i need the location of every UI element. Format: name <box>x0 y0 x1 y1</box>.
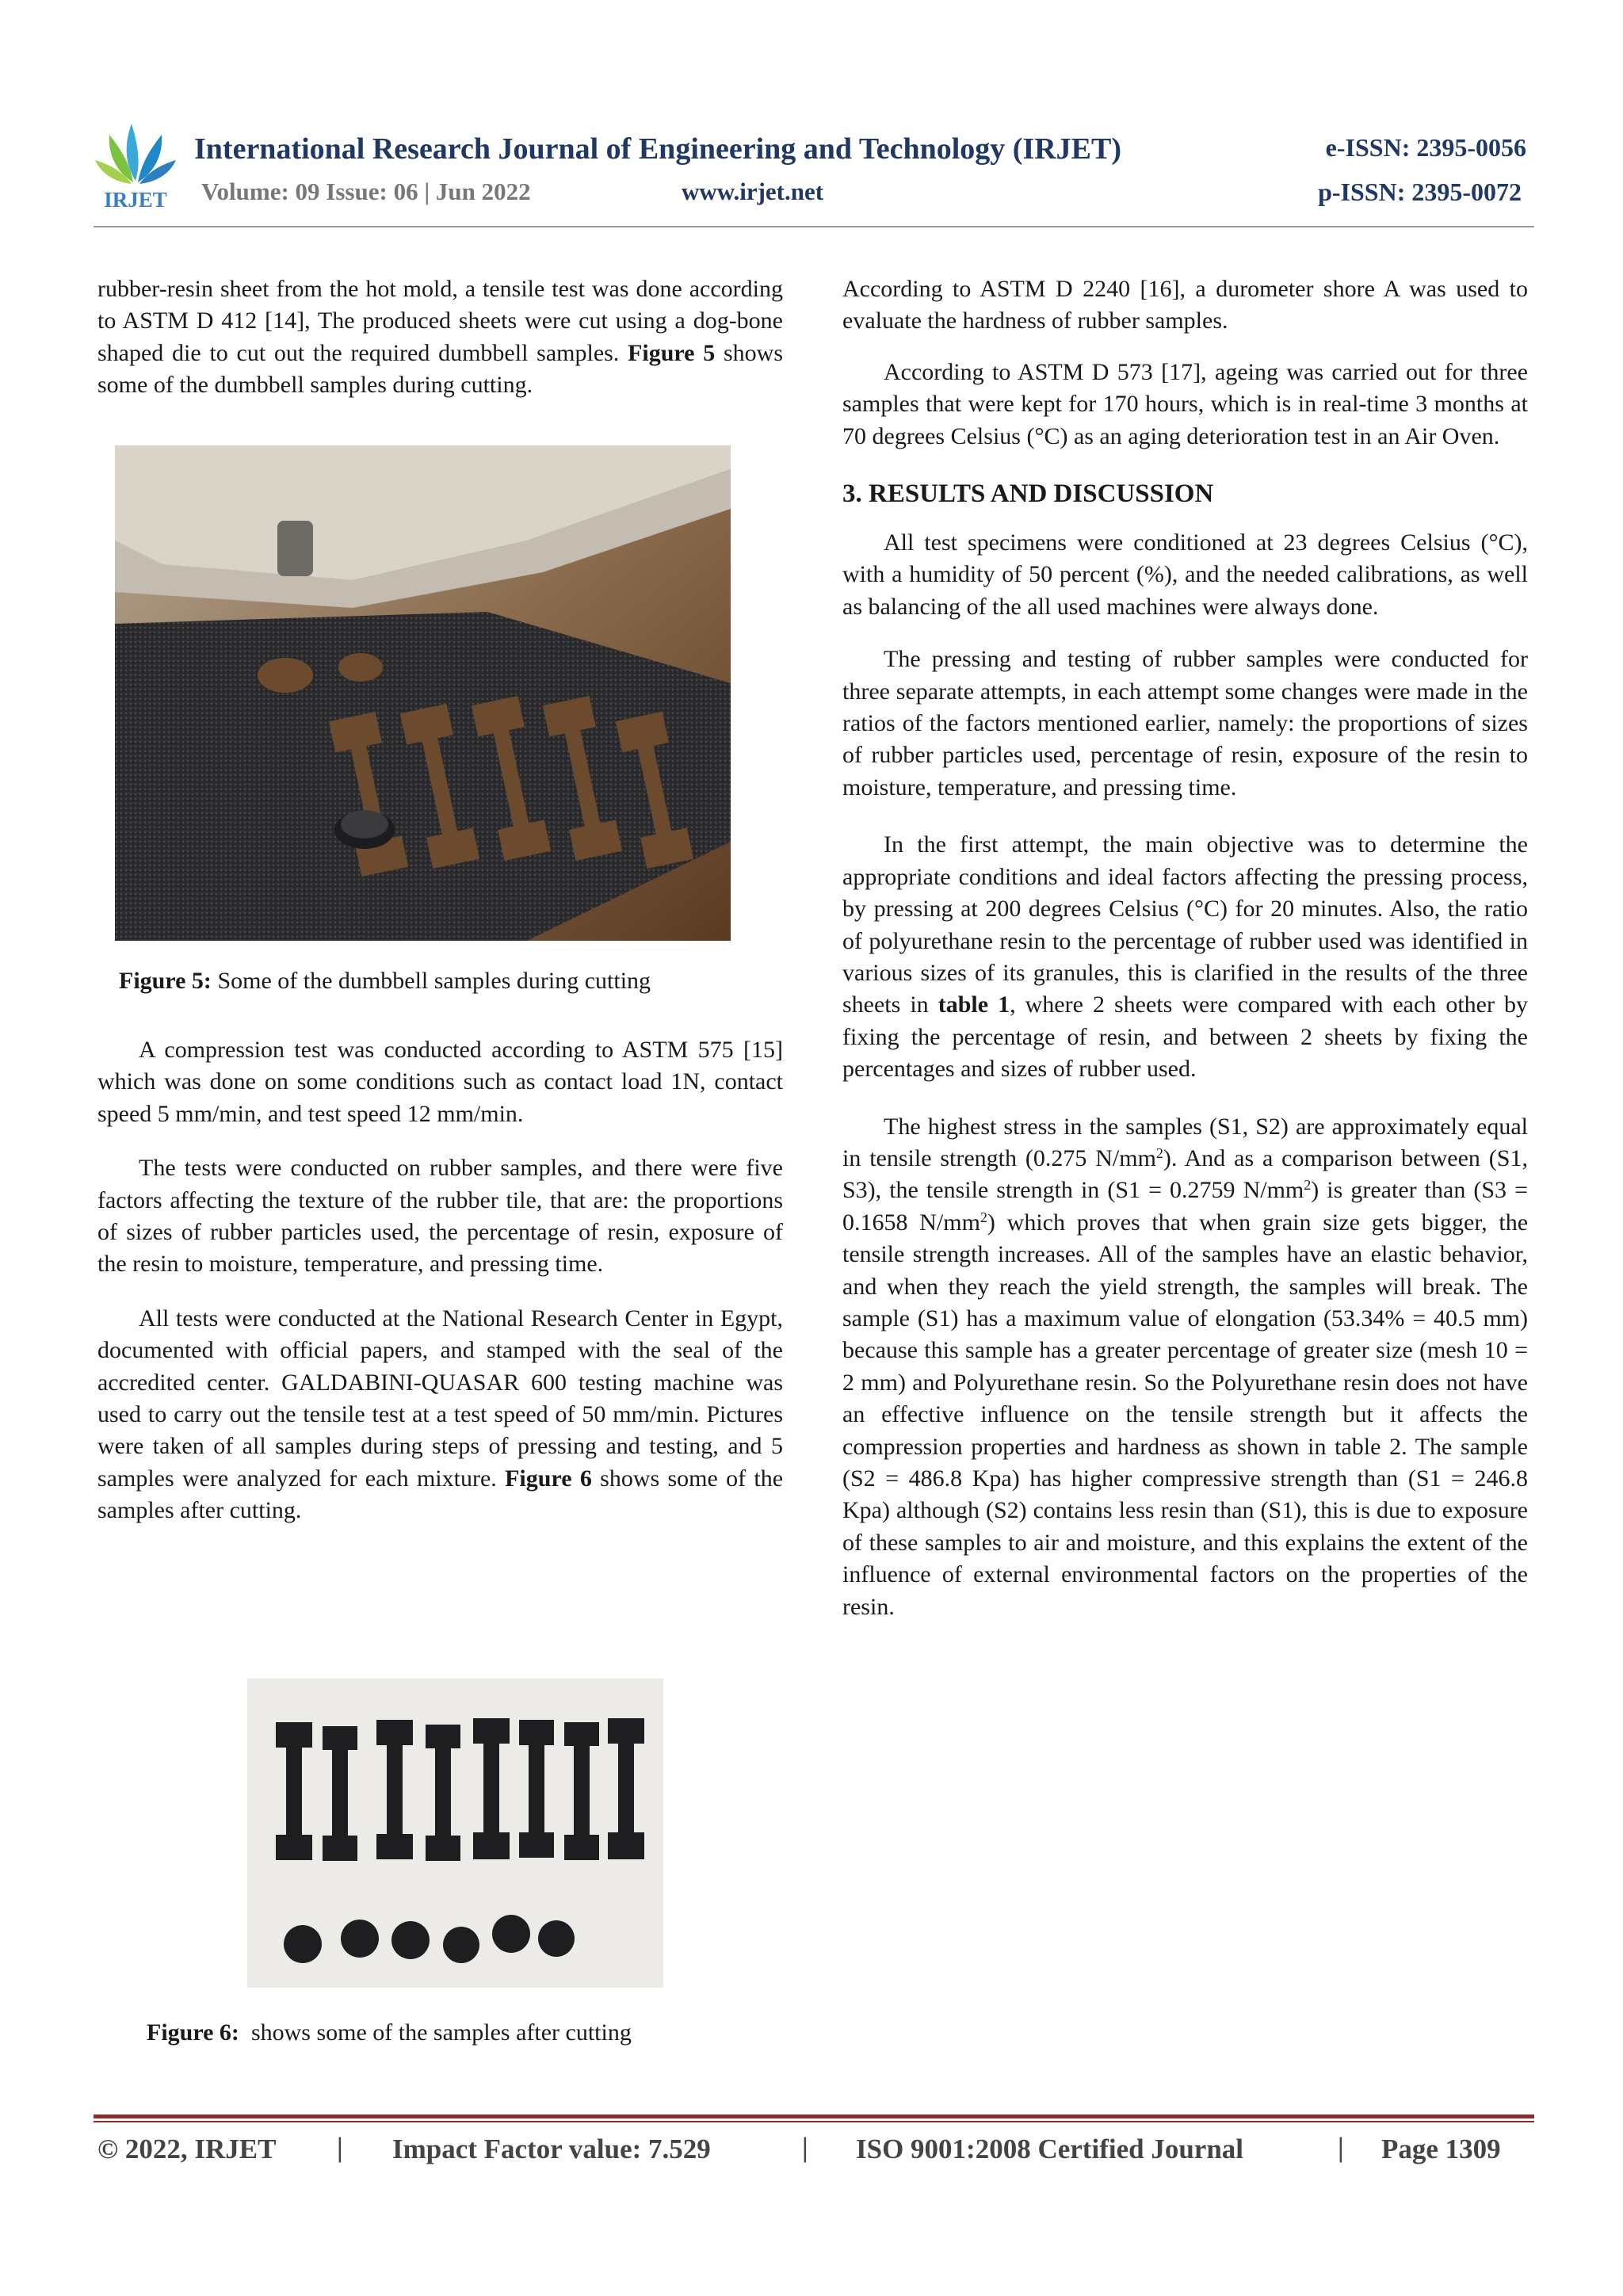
footer-page-number: Page 1309 <box>1381 2134 1501 2164</box>
left-column-body <box>97 1034 783 1527</box>
footer-separator: | <box>1338 2132 1344 2163</box>
paragraph: In the first attempt, the main objective was to determine the appropriate conditions and ideal factors affecting the pressing process, by pressing at 200 degrees Celsius (°C) for 20 minutes. Also, the ratio of polyurethane resin to the percentage of rubber used was identified in various sizes of its granules, this is clarified in the results of the three sheets in table 1, where 2 sheets were compared with each other by fixing the percentage of resin, and between 2 sheets by fixing the percentages and sizes of rubber used. <box>842 831 1529 1083</box>
footer-divider-thin <box>94 2121 1534 2122</box>
footer-divider <box>94 2115 1534 2118</box>
logo-text: IRJET <box>104 188 167 211</box>
figure-5-label: Figure 5: <box>119 968 212 994</box>
figure-6-image <box>247 1679 663 1988</box>
right-column <box>842 273 1528 1623</box>
figure-5-caption: Figure 5: Some of the dumbbell samples during cutting <box>119 968 651 994</box>
e-issn: e-ISSN: 2395-0056 <box>1325 133 1526 162</box>
figure-6-reference: Figure 6 <box>505 1465 592 1492</box>
paragraph: All tests were conducted at the National Research Center in Egypt, documented with official papers, and stamped with the seal of the accredited center. GALDABINI-QUASAR 600 testing machine was used to carry out the tensile test at a test speed of 50 mm/min. Pictures were taken of all samples during steps of pressing and testing, and 5 samples were analyzed for each mixture. Figure 6 shows some of the samples after cutting. <box>97 1305 784 1524</box>
paragraph: The highest stress in the samples (S1, S2) are approximately equal in tensile strength (0.275 $N/mm^2$). And as a comparison between (S1, S3), the tensile strength in (S1 = 0.2759 $N/mm^2$) is greater than (S3 = 0.1658 $N/mm^2$) which proves that when grain size gets bigger, the tensile strength increases. All of the samples have an elastic behavior, and when they reach the yield strength, the samples will break. The sample (S1) has a maximum value of elongation (53.34% = 40.5 mm) because this sample has a greater percentage of greater size (mesh 10 = 2 mm) and Polyurethane resin. So the Polyurethane resin does not have an effective influence on the tensile strength but it affects the compression properties and hardness as shown in table 2. The sample (S2 = 486.8 Kpa) has higher compressive strength than (S1 = 246.8 Kpa) although (S2) contains less resin than (S1), this is due to exposure of these samples to air and moisture, and this explains the extent of the influence of external environmental factors on the properties of the resin. <box>842 1113 1529 1620</box>
footer-separator: | <box>337 2132 343 2163</box>
footer-separator: | <box>802 2132 808 2163</box>
paragraph: A compression test was conducted according to ASTM 575 [15] which was done on some conditions such as contact load 1N, contact speed 5 mm/min, and test speed 12 mm/min. <box>97 1037 783 1127</box>
volume-issue: Volume: 09 Issue: 06 | Jun 2022 <box>201 178 531 205</box>
footer-impact-factor: Impact Factor value: 7.529 <box>392 2134 711 2164</box>
figure-5-image <box>115 445 731 941</box>
footer-copyright: © 2022, IRJET <box>97 2134 277 2164</box>
irjet-logo <box>94 117 178 211</box>
journal-title: International Research Journal of Engineering and Technology (IRJET) <box>194 132 1122 166</box>
section-heading: 3. RESULTS AND DISCUSSION <box>842 479 1214 509</box>
footer-iso: ISO 9001:2008 Certified Journal <box>856 2134 1244 2164</box>
header-divider <box>94 226 1534 227</box>
paragraph: According to ASTM D 2240 [16], a durometer shore A was used to evaluate the hardness of rubber samples. <box>842 276 1528 334</box>
figure-6-caption: Figure 6: shows some of the samples after cutting <box>147 2019 632 2046</box>
left-column-top <box>97 273 783 402</box>
p-issn: p-ISSN: 2395-0072 <box>1318 178 1522 206</box>
paragraph: The pressing and testing of rubber samples were conducted for three separate attempts, in each attempt some changes were made in the ratios of the factors mentioned earlier, namely: the proportions of sizes of rubber particles used, percentage of resin, exposure of the resin to moisture, temperature, and pressing time. <box>842 646 1528 800</box>
paragraph: The tests were conducted on rubber samples, and there were five factors affecting the texture of the rubber tile, that are: the proportions of sizes of rubber particles used, the percentage of resin, exposure of the resin to moisture, temperature, and pressing time. <box>97 1155 783 1278</box>
figure-5-reference: Figure 5 <box>628 339 716 366</box>
website-link[interactable]: www.irjet.net <box>682 178 824 205</box>
paragraph: All test specimens were conditioned at 23 degrees Celsius (°C), with a humidity of 50 percent (%), and the needed calibrations, as well as balancing of the all used machines were always done. <box>842 529 1528 620</box>
table-1-reference: table 1 <box>938 991 1010 1018</box>
paragraph: According to ASTM D 573 [17], ageing was carried out for three samples that were kept for 170 hours, which is in real-time 3 months at 70 degrees Celsius (°C) as an aging deterioration test in an Air Oven. <box>842 358 1528 449</box>
paragraph: rubber-resin sheet from the hot mold, a tensile test was done according to ASTM D 412 [14], The produced sheets were cut using a dog-bone shaped die to cut out the required dumbbell samples. Figure 5 shows some of the dumbbell samples during cutting. <box>97 276 784 399</box>
figure-6-label: Figure 6: <box>147 2019 239 2046</box>
